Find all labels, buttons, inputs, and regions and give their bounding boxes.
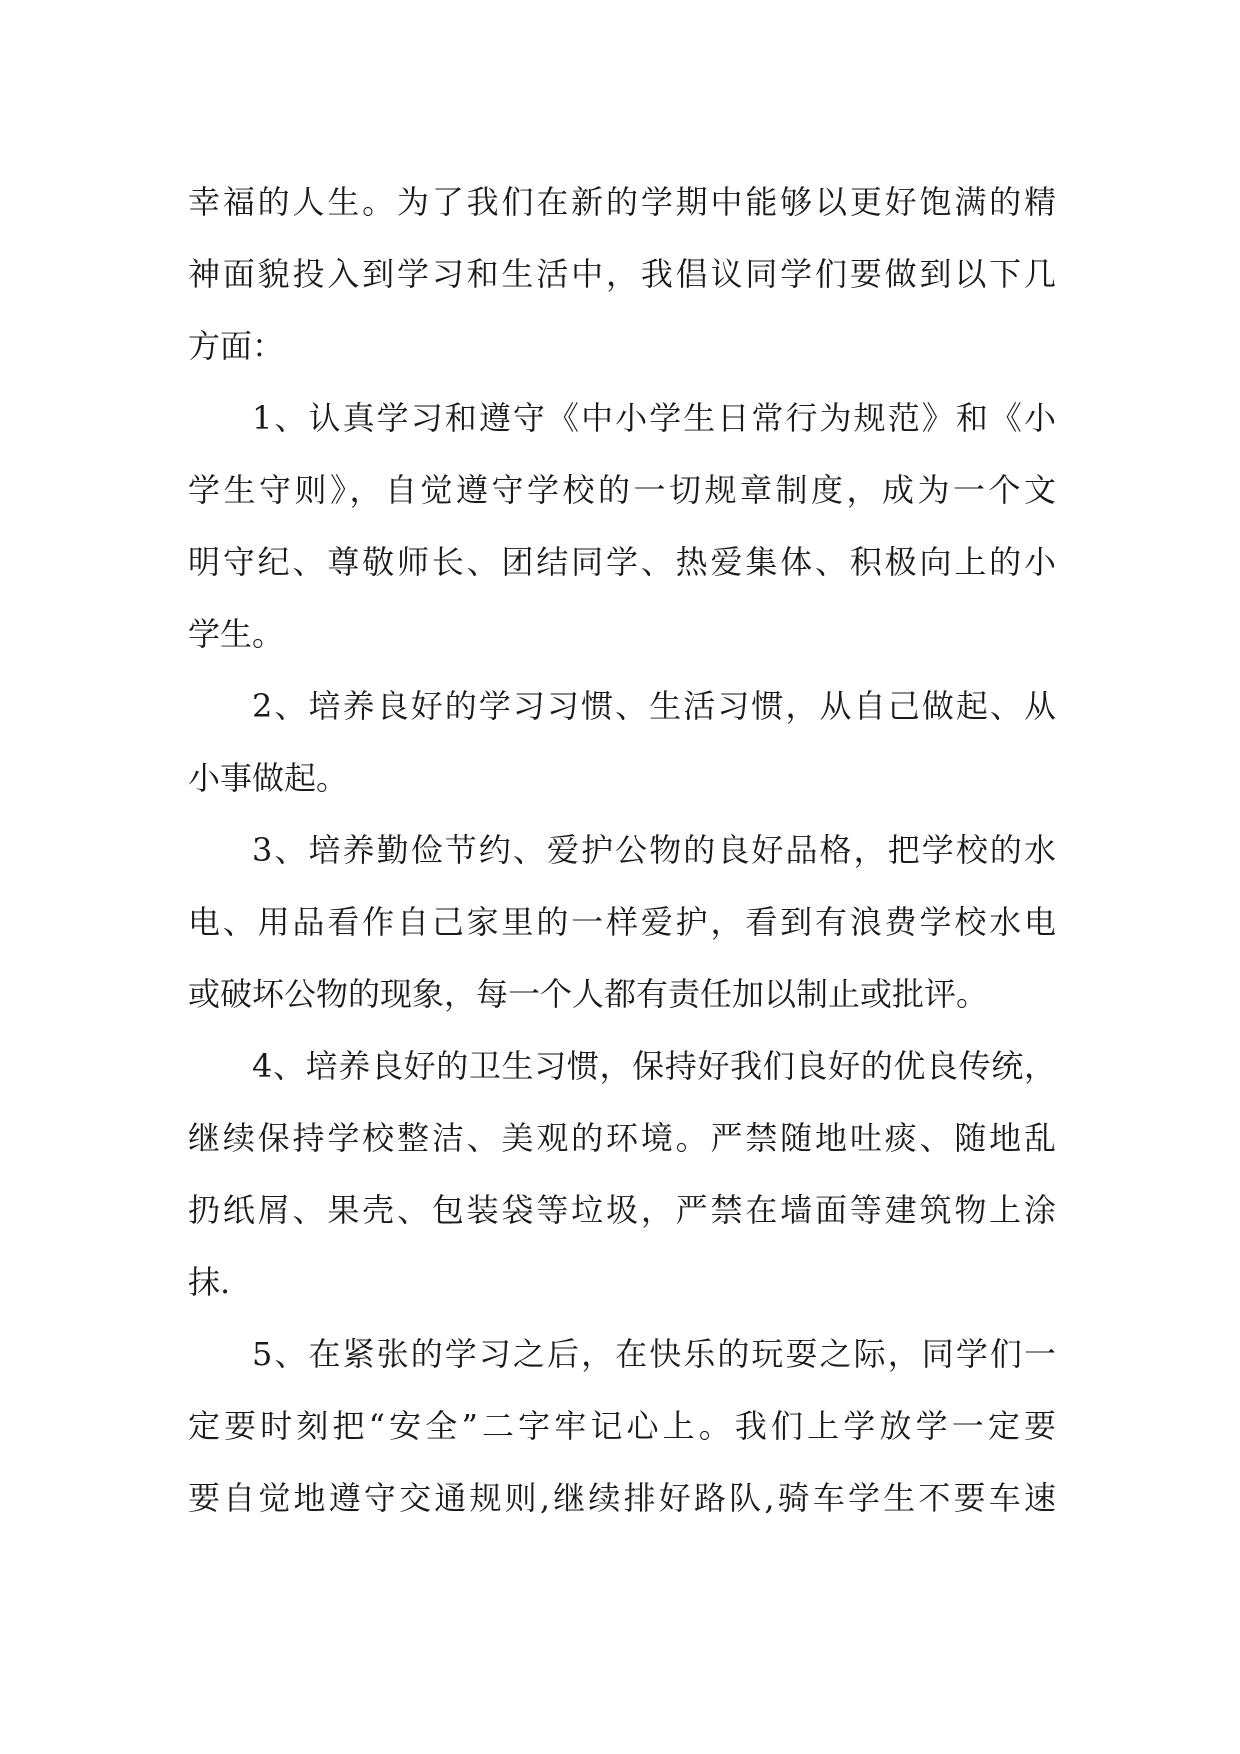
text-line: 学生。	[188, 615, 285, 653]
text-line: 方面：	[188, 327, 285, 365]
text-line: 学生守则》，自觉遵守学校的一切规章制度，成为一个文	[188, 471, 1056, 509]
text-line: 继续保持学校整洁、美观的环境。严禁随地吐痰、随地乱	[188, 1119, 1056, 1157]
text-line: 电、用品看作自己家里的一样爱护，看到有浪费学校水电	[188, 903, 1056, 941]
paragraph-item-2	[188, 670, 1056, 814]
text-line: 4、培养良好的卫生习惯，保持好我们良好的优良传统，	[252, 1047, 1056, 1085]
text-line: 幸福的人生。为了我们在新的学期中能够以更好饱满的精	[188, 183, 1056, 221]
text-line: 定要时刻把“安全”二字牢记心上。我们上学放学一定要	[188, 1407, 1056, 1445]
paragraph-item-5	[188, 1318, 1056, 1534]
text-line: 小事做起。	[188, 759, 349, 797]
paragraph-item-4	[188, 1030, 1056, 1318]
text-line: 3、培养勤俭节约、爱护公物的良好品格，把学校的水	[252, 831, 1056, 869]
text-line: 5、在紧张的学习之后，在快乐的玩耍之际，同学们一	[252, 1335, 1056, 1373]
text-line: 或破坏公物的现象，每一个人都有责任加以制止或批评。	[188, 975, 989, 1013]
text-line: 1、认真学习和遵守《中小学生日常行为规范》和《小	[252, 399, 1056, 437]
text-line: 抹.	[188, 1263, 231, 1301]
text-line: 扔纸屑、果壳、包装袋等垃圾，严禁在墙面等建筑物上涂	[188, 1191, 1056, 1229]
document-body	[188, 166, 1056, 1534]
paragraph-item-1	[188, 382, 1056, 670]
text-line: 2、培养良好的学习习惯、生活习惯，从自己做起、从	[252, 687, 1056, 725]
text-line: 神面貌投入到学习和生活中，我倡议同学们要做到以下几	[188, 255, 1056, 293]
text-line: 明守纪、尊敬师长、团结同学、热爱集体、积极向上的小	[188, 543, 1056, 581]
paragraph-item-3	[188, 814, 1056, 1030]
text-line: 要自觉地遵守交通规则,继续排好路队,骑车学生不要车速	[188, 1479, 1056, 1517]
paragraph-intro	[188, 166, 1056, 382]
